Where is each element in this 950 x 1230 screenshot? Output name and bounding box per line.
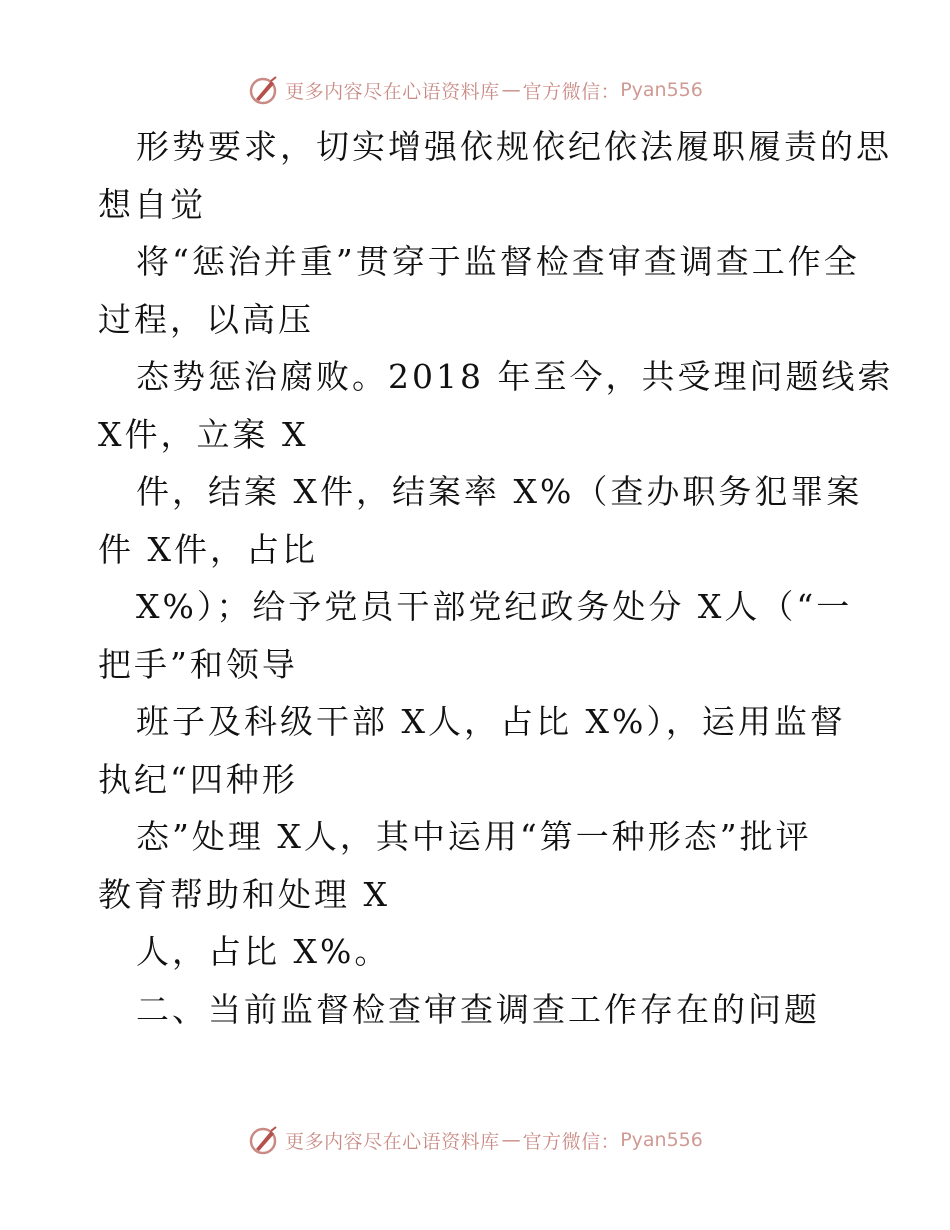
paragraph-line: X件，立案 X: [98, 414, 309, 454]
paragraph-line: 教育帮助和处理 X: [98, 874, 390, 914]
footer-watermark: [0, 1120, 950, 1160]
section-heading: 二、当前监督检查审查调查工作存在的问题: [136, 989, 820, 1029]
paragraph-line: 态”处理 X人，其中运用“第一种形态”批评: [136, 817, 812, 856]
feather-pen-icon: [247, 74, 279, 106]
watermark-wechat-label: 官方微信：: [522, 1130, 621, 1153]
paragraph-line: 人，占比 X%。: [136, 932, 391, 971]
paragraph-line: 将“惩治并重”贯穿于监督检查审查调查工作全: [136, 242, 860, 281]
watermark-text: 更多内容尽在心语资料库: [285, 1130, 500, 1153]
document-body: [98, 118, 894, 1038]
watermark-handle: Pyan556: [620, 1129, 703, 1151]
watermark-wechat-label: 官方微信：: [522, 80, 621, 103]
paragraph-line: 态势惩治腐败。2018 年至今，共受理问题线索: [136, 357, 894, 396]
paragraph-line: 形势要求，切实增强依规依纪依法履职履责的思: [136, 127, 892, 166]
paragraph-line: 把手”和领导: [98, 644, 298, 684]
watermark-handle: Pyan556: [620, 79, 703, 101]
paragraph-line: 执纪“四种形: [98, 759, 298, 799]
paragraph-line: 过程，以高压: [98, 299, 314, 339]
paragraph-line: X%）；给予党员干部党纪政务处分 X人（“一: [136, 587, 853, 626]
paragraph-line: 想自觉: [98, 184, 206, 224]
feather-pen-icon: [247, 1124, 279, 1156]
watermark-text: 更多内容尽在心语资料库: [285, 80, 500, 103]
watermark-separator: —: [501, 79, 521, 101]
paragraph-line: 班子及科级干部 X人，占比 X%），运用监督: [136, 702, 846, 741]
paragraph-line: 件 X件，占比: [98, 529, 318, 569]
header-watermark: [0, 70, 950, 110]
paragraph-line: 件，结案 X件，结案率 X%（查办职务犯罪案: [136, 472, 863, 511]
watermark-separator: —: [501, 1129, 521, 1151]
